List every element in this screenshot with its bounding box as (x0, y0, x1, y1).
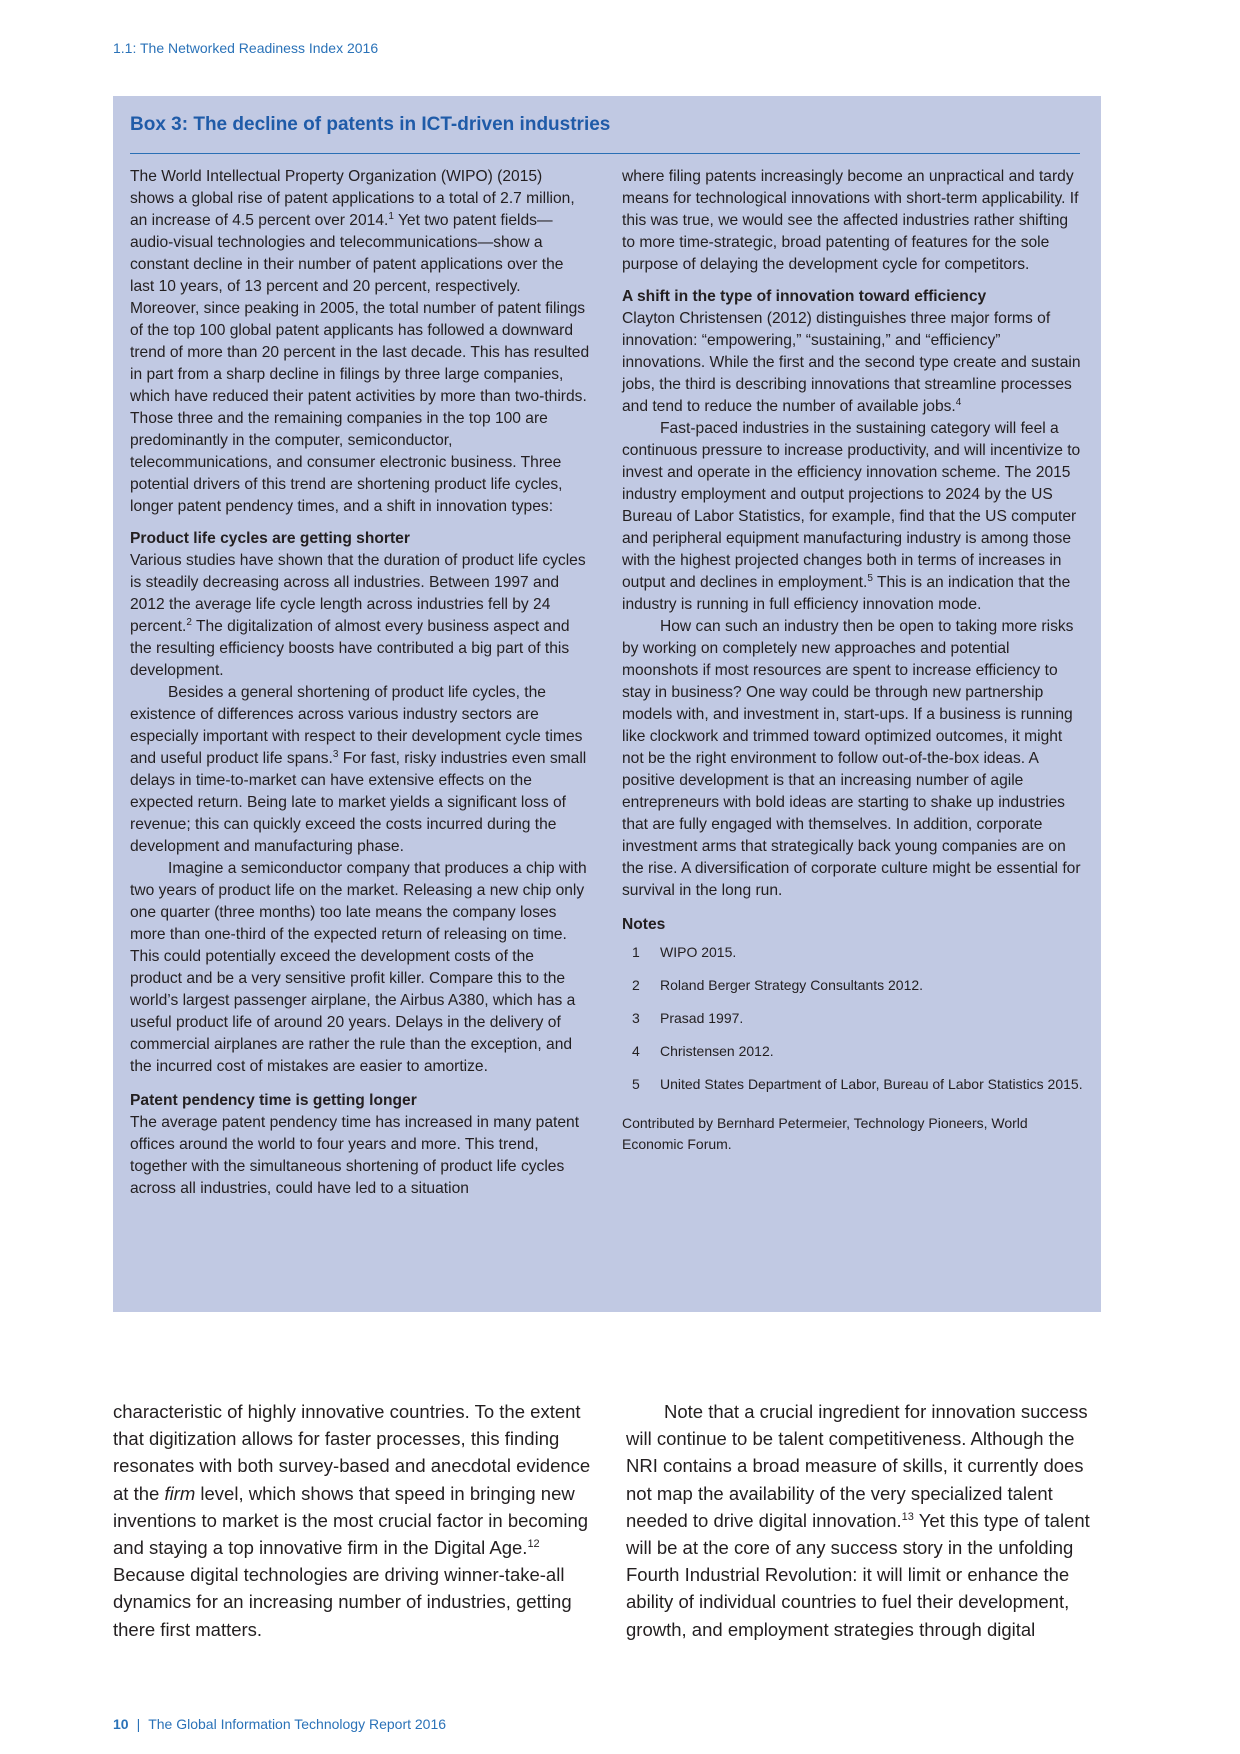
note-item (622, 1008, 1084, 1029)
box-paragraph: The average patent pendency time has increased in many patent offices around the world to four years and more. This trend, together with the simultaneous shortening of product life cycles across all industries, could have led to a situation (130, 1114, 580, 1197)
note-number: 5 (632, 1076, 640, 1092)
note-item (622, 1074, 1084, 1095)
main-left-column (113, 1398, 591, 1643)
footnote-ref: 4 (955, 397, 962, 408)
page-footer (113, 1716, 446, 1732)
footnote-ref: 3 (332, 749, 339, 760)
box-right-column (622, 166, 1084, 1155)
note-item (622, 1041, 1084, 1062)
notes-heading: Notes (622, 916, 666, 933)
note-item (622, 975, 1084, 996)
note-number: 1 (632, 944, 640, 960)
box-paragraph: Fast-paced industries in the sustaining category will feel a continuous pressure to increase productivity, and will incentivize to invest and operate in the efficiency innovation scheme. The 2015 industry employment and output projections to 2024 by the US Bureau of Labor Statistics, for example, find that the US computer and peripheral equipment manufacturing industry is among those with the highest projected changes both in terms of increases in output and declines in employment.$^5$ This is an indication that the industry is running in full efficiency innovation mode. (622, 420, 1081, 613)
footnote-ref: 12 (527, 1538, 540, 1551)
box-paragraph: The World Intellectual Property Organization (WIPO) (2015) shows a global rise of patent applications to a total of 2.7 million, an increase of 4.5 percent over 2014.$^1$ Yet two patent fields—audio-visual technologies and telecommunications—show a constant decline in their number of patent applications over the last 10 years, of 13 percent and 20 percent, respectively. Moreover, since peaking in 2005, the total number of patent filings of the top 100 global patent applicants has followed a downward trend of more than 20 percent in the last decade. This has resulted in part from a sharp decline in filings by three large companies, which have reduced their patent activities by more than two-thirds. Those three and the remaining companies in the top 100 are predominantly in the computer, semiconductor, telecommunications, and consumer electronic business. Three potential drivers of this trend are shortening product life cycles, longer patent pendency times, and a shift in innovation types: (130, 168, 590, 515)
footnote-ref: 2 (186, 617, 192, 628)
box-paragraph: where filing patents increasingly become an unpractical and tardy means for technological innovations with short-term applicability. If this was true, we would see the affected industries rather shifting to more time-strategic, broad patenting of features for the sole purpose of delaying the development cycle for competitors. (622, 168, 1079, 273)
box-title: Box 3: The decline of patents in ICT-driven industries (130, 114, 611, 135)
note-text: Christensen 2012. (660, 1043, 774, 1059)
box-subheading: Patent pendency time is getting longer (130, 1092, 417, 1109)
box-paragraph: Imagine a semiconductor company that produces a chip with two years of product life on the market. Releasing a new chip only one quarter (three months) too late means the company loses more than one-third of the expected return of releasing on time. This could potentially exceed the development costs of the product and be a very sensitive profit killer. Compare this to the world’s largest passenger airplane, the Airbus A380, which has a useful product life of around 20 years. Delays in the delivery of commercial airplanes are rather the rule than the exception, and the incurred cost of mistakes are easier to amortize. (130, 860, 587, 1075)
note-text: WIPO 2015. (660, 944, 737, 960)
publication-title: The Global Information Technology Report 2016 (148, 1716, 447, 1732)
footer-separator: | (136, 1716, 141, 1732)
note-number: 4 (632, 1043, 640, 1059)
footnote-ref: 1 (388, 211, 394, 222)
note-text: Roland Berger Strategy Consultants 2012. (660, 977, 924, 993)
box-subheading: A shift in the type of innovation toward efficiency (622, 288, 987, 305)
note-number: 3 (632, 1010, 640, 1026)
main-right-column (626, 1398, 1104, 1643)
body-paragraph: characteristic of highly innovative countries. To the extent that digitization allows for faster processes, this finding resonates with both survey-based and anecdotal evidence at the firm level, which shows that speed in bringing new inventions to market is the most crucial factor in becoming and staying a top innovative firm in the Digital Age.$^{12}$ Because digital technologies are driving winner-take-all dynamics for an increasing number of industries, getting there first matters. (113, 1401, 591, 1640)
box-paragraph: Besides a general shortening of product life cycles, the existence of differences across various industry sectors are especially important with respect to their development cycle times and useful product life spans.$^3$ For fast, risky industries even small delays in time-to-market can have extensive effects on the expected return. Being late to market yields a significant loss of revenue; this can quickly exceed the costs incurred during the development and manufacturing phase. (130, 684, 587, 855)
footnote-ref: 13 (901, 1510, 914, 1523)
box-paragraph: Various studies have shown that the duration of product life cycles is steadily decreasing across all industries. Between 1997 and 2012 the average life cycle length across industries fell by 24 percent.$^2$ The digitalization of almost every business aspect and the resulting efficiency boosts have contributed a big part of this development. (130, 552, 586, 679)
notes-list (622, 942, 1084, 1095)
note-text: Prasad 1997. (660, 1010, 744, 1026)
emphasis: firm (164, 1482, 196, 1504)
page-number: 10 (113, 1716, 129, 1732)
box-paragraph: How can such an industry then be open to taking more risks by working on completely new approaches and potential moonshots if most resources are spent to increase efficiency to stay in business? One way could be through new partnership models with, and investment in, start-ups. If a business is running like clockwork and trimmed toward optimized outcomes, it might not be the right environment to follow out-of-the-box ideas. A positive development is that an increasing number of agile entrepreneurs with bold ideas are starting to shake up industries that are fully engaged with themselves. In addition, corporate investment arms that strategically back young companies are on the rise. A diversification of corporate culture might be essential for survival in the long run. (622, 618, 1081, 899)
contributor-credit: Contributed by Bernhard Petermeier, Technology Pioneers, World Economic Forum. (622, 1115, 1028, 1152)
box-title-divider (130, 153, 1080, 154)
body-paragraph: Note that a crucial ingredient for innovation success will continue to be talent competitiveness. Although the NRI contains a broad measure of skills, it currently does not map the availability of the very specialized talent needed to drive digital innovation.$^{13}$ Yet this type of talent will be at the core of any success story in the unfolding Fourth Industrial Revolution: it will limit or enhance the ability of individual countries to fuel their development, growth, and employment strategies through digital (626, 1401, 1090, 1640)
sidebar-box (113, 96, 1101, 1312)
note-text: United States Department of Labor, Bureau of Labor Statistics 2015. (660, 1076, 1083, 1092)
note-item (622, 942, 1084, 963)
running-head: 1.1: The Networked Readiness Index 2016 (113, 40, 379, 56)
note-number: 2 (632, 977, 640, 993)
box-subheading: Product life cycles are getting shorter (130, 530, 410, 547)
footnote-ref: 5 (867, 573, 873, 584)
box-left-column (130, 166, 590, 1200)
box-paragraph: Clayton Christensen (2012) distinguishes three major forms of innovation: “empowering,” “sustaining,” and “efficiency” innovations. While the first and the second type create and sustain jobs, the third is describing innovations that streamline processes and tend to reduce the number of available jobs.$^4$ (622, 310, 1081, 415)
